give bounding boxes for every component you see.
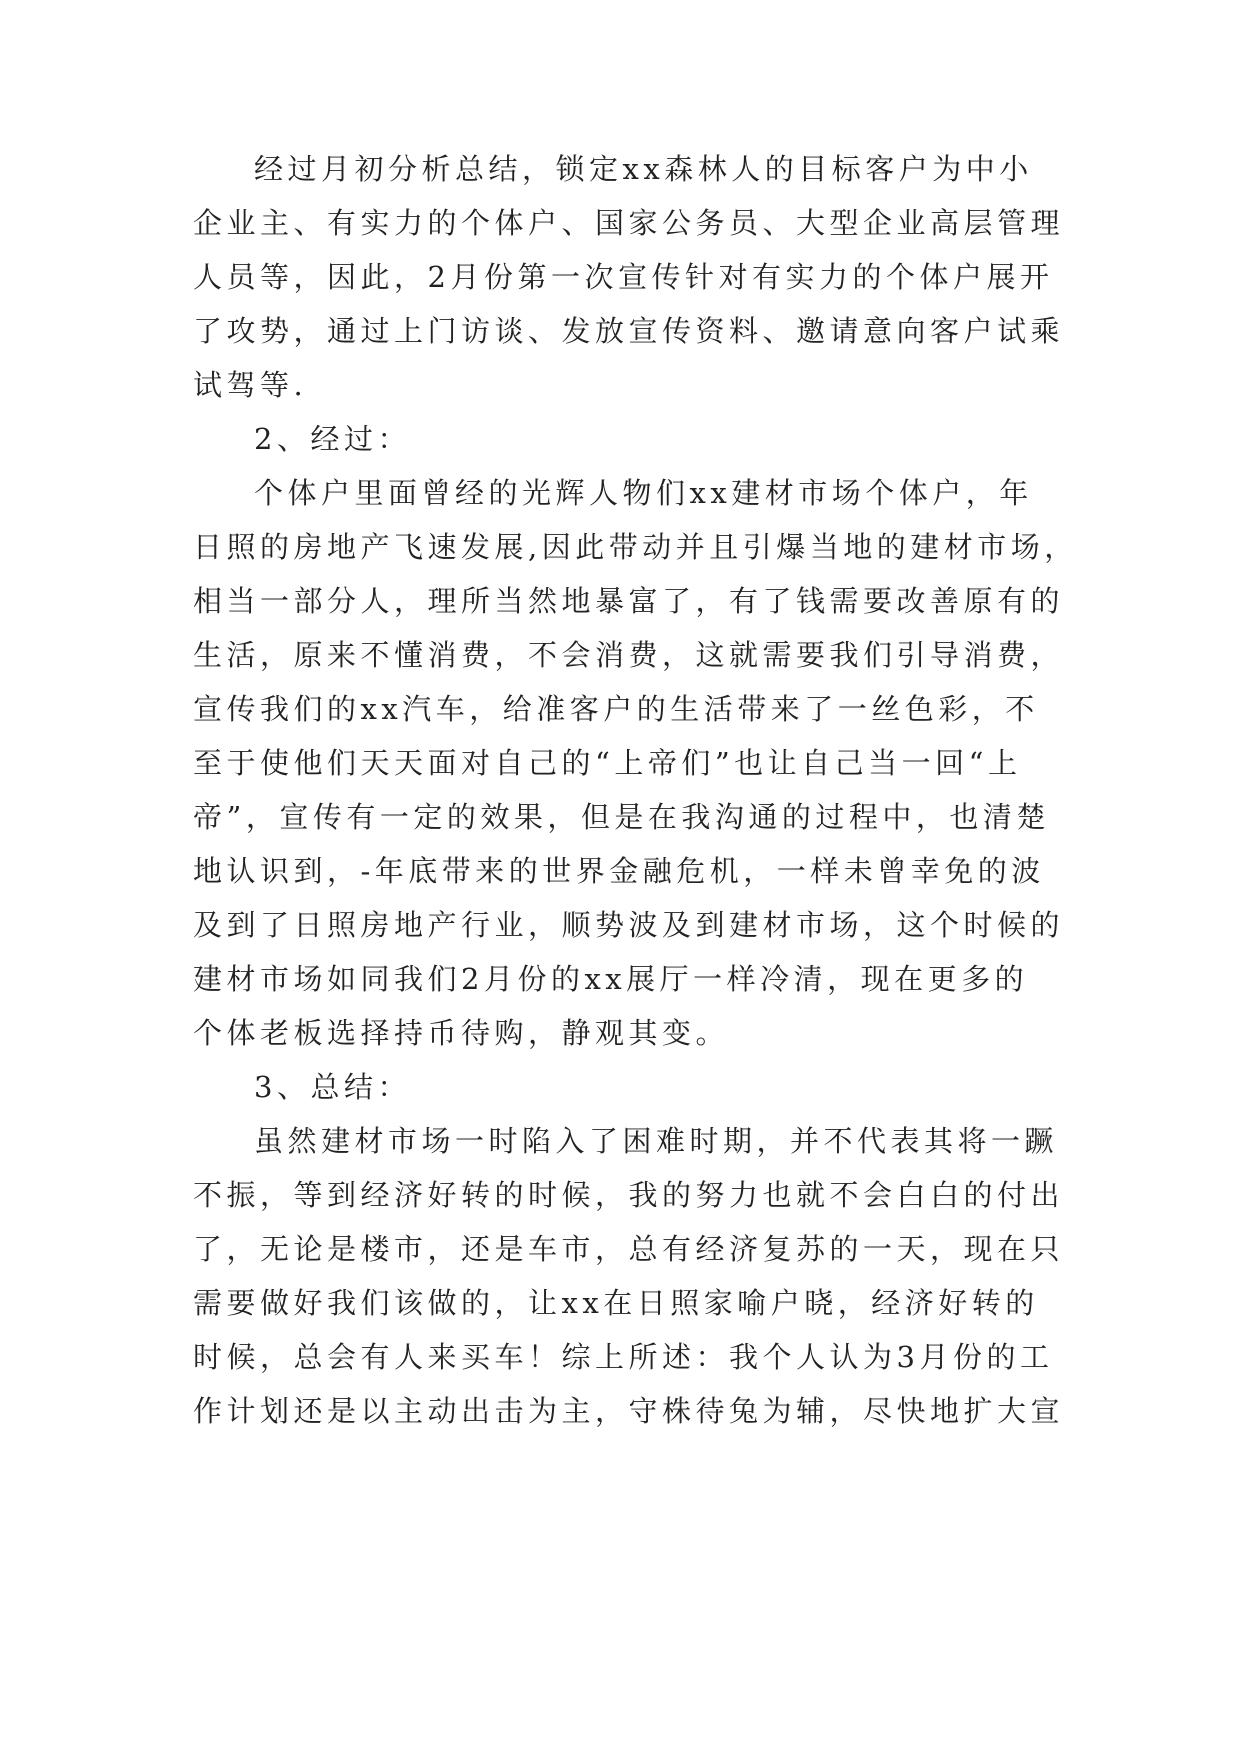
paragraph-line: 宣传我们的xx汽车，给准客户的生活带来了一丝色彩，不	[193, 692, 1039, 726]
paragraph-line: 建材市场如同我们2月份的xx展厅一样冷清，现在更多的	[193, 962, 1029, 996]
paragraph-line: 个体老板选择持币待购，静观其变。	[193, 1016, 730, 1050]
paragraph-line: 了，无论是楼市，还是车市，总有经济复苏的一天，现在只	[193, 1232, 1065, 1266]
paragraph-line: 虽然建材市场一时陷入了困难时期，并不代表其将一蹶	[254, 1124, 1059, 1158]
paragraph-line: 及到了日照房地产行业，顺势波及到建材市场，这个时候的	[193, 908, 1065, 942]
paragraph-line: 试驾等.	[193, 368, 308, 402]
paragraph-line: 生活，原来不懂消费，不会消费，这就需要我们引导消费，	[193, 638, 1065, 672]
paragraph-line: 经过月初分析总结，锁定xx森林人的目标客户为中小	[254, 152, 1033, 186]
paragraph-line: 至于使他们天天面对自己的“上帝们”也让自己当一回“上	[193, 746, 1022, 780]
paragraph-line: 企业主、有实力的个体户、国家公务员、大型企业高层管理	[193, 206, 1065, 240]
paragraph-line: 时候，总会有人来买车！综上所述：我个人认为3月份的工	[193, 1340, 1054, 1374]
paragraph-line: 帝”，宣传有一定的效果，但是在我沟通的过程中，也清楚	[193, 800, 1050, 834]
paragraph-line: 相当一部分人，理所当然地暴富了，有了钱需要改善原有的	[193, 584, 1065, 618]
paragraph-line: 日照的房地产飞速发展,因此带动并且引爆当地的建材市场，	[193, 530, 1078, 564]
paragraph-line: 作计划还是以主动出击为主，守株待兔为辅，尽快地扩大宣	[193, 1394, 1065, 1428]
paragraph-line: 地认识到，-年底带来的世界金融危机，一样未曾幸免的波	[193, 854, 1045, 888]
section-heading: 3、总结：	[254, 1070, 411, 1104]
paragraph-line: 需要做好我们该做的，让xx在日照家喻户晓，经济好转的	[193, 1286, 1039, 1320]
paragraph-line: 人员等，因此，2月份第一次宣传针对有实力的个体户展开	[193, 260, 1054, 294]
paragraph-line: 了攻势，通过上门访谈、发放宣传资料、邀请意向客户试乘	[193, 314, 1065, 348]
section-heading: 2、经过：	[254, 422, 411, 456]
paragraph-line: 不振，等到经济好转的时候，我的努力也就不会白白的付出	[193, 1178, 1065, 1212]
paragraph-line: 个体户里面曾经的光辉人物们xx建材市场个体户，年	[254, 476, 1033, 510]
